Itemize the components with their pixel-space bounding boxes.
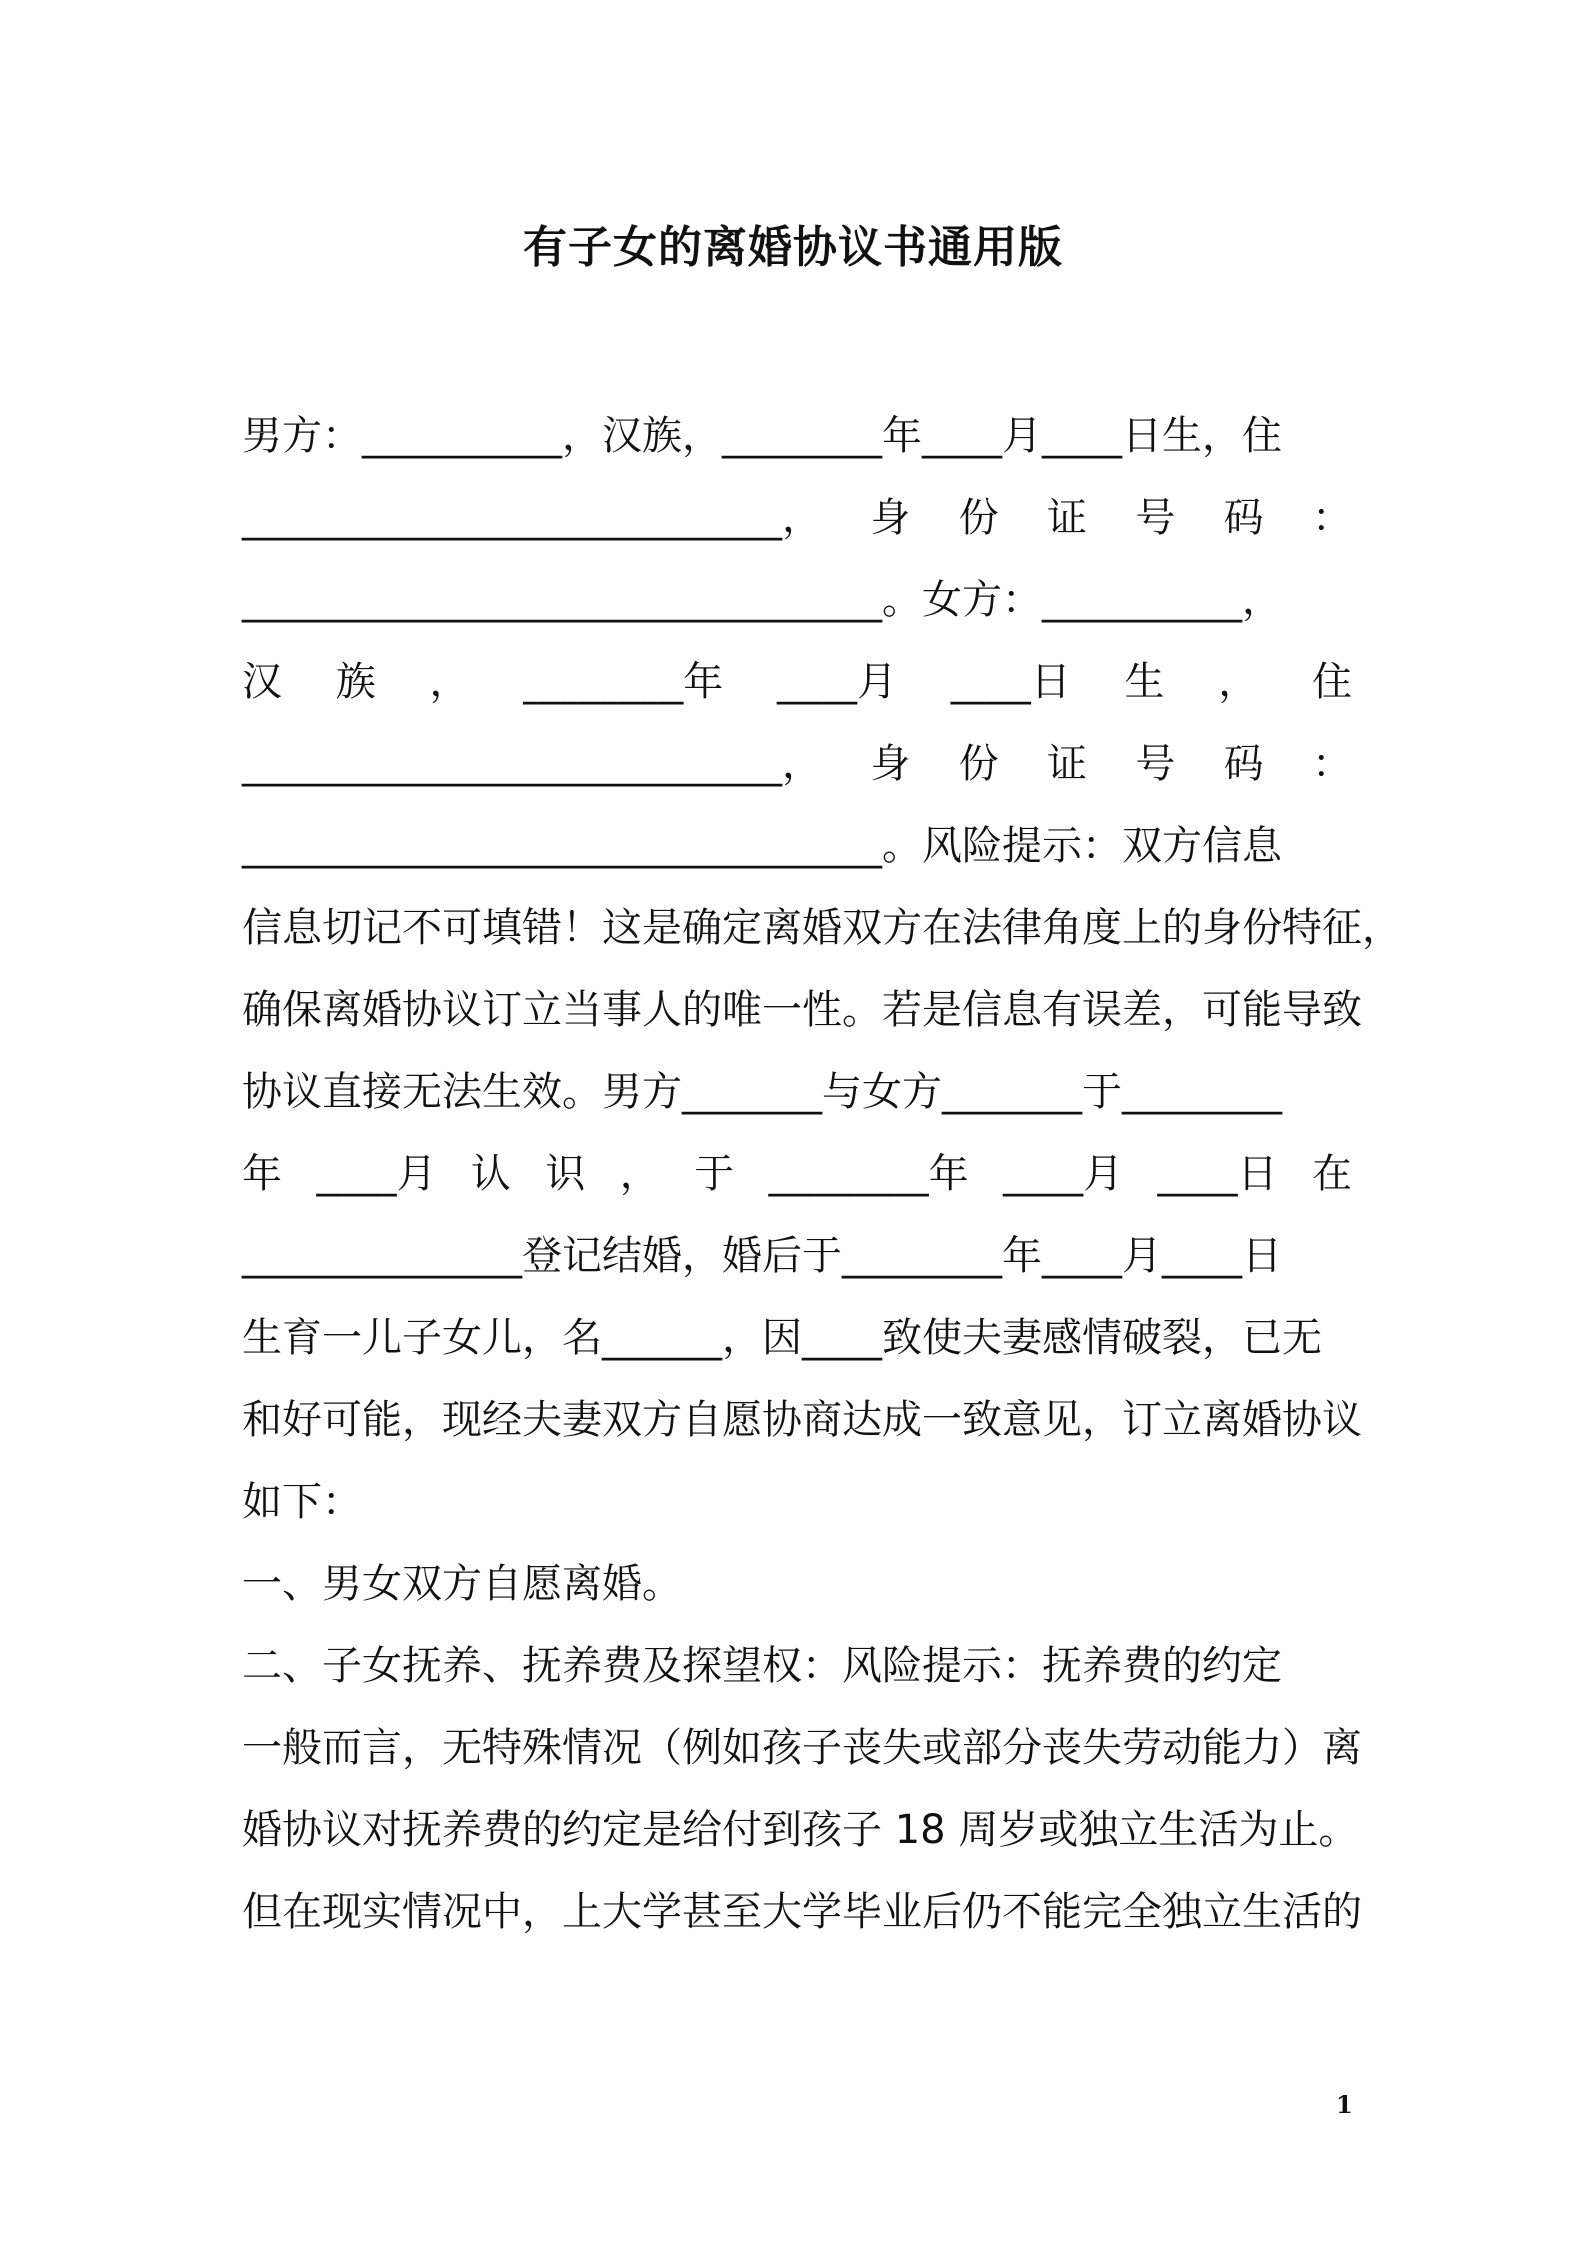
text-line: 男方：__________，汉族，________年____月____日生，住 [242,413,1282,459]
text-segment: ， [619,1151,660,1197]
text-segment: ： [1311,495,1352,541]
text-segment: 住 [1312,659,1352,705]
document-title: 有子女的离婚协议书通用版 [523,222,1063,273]
text-segment: 生 [1124,659,1165,705]
text-segment: 于 [694,1151,735,1197]
text-segment: ____月 [316,1151,437,1197]
text-line: 生育一儿子女儿，名______，因____致使夫妻感情破裂，已无 [242,1315,1322,1361]
text-segment: ________年 [523,659,724,705]
text-segment: ： [1311,741,1352,787]
text-segment: 年 [242,1151,282,1197]
text-segment: ____日 [1157,1151,1278,1197]
text-segment: 码 [1223,741,1264,787]
text-line: 但在现实情况中，上大学甚至大学毕业后仍不能完全独立生活的 [242,1889,1362,1935]
text-segment: 身 [870,495,911,541]
text-line: 婚协议对抚养费的约定是给付到孩子 18 周岁或独立生活为止。 [242,1807,1359,1853]
text-segment: ， [429,659,470,705]
text-segment: 证 [1046,741,1087,787]
text-segment: 身 [870,741,911,787]
text-line: 一般而言，无特殊情况（例如孩子丧失或部分丧失劳动能力）离 [242,1725,1362,1771]
text-line: 和好可能，现经夫妻双方自愿协商达成一致意见，订立离婚协议 [242,1397,1362,1443]
text-line [242,731,1352,813]
text-segment: 在 [1311,1151,1352,1197]
text-line [242,1141,1352,1223]
text-line: 协议直接无法生效。男方_______与女方_______于________ [242,1069,1282,1115]
document-body [242,403,1402,1961]
text-line: 信息切记不可填错！这是确定离婚双方在法律角度上的身份特征， [242,905,1402,951]
text-line: ________________________________。女方：__________， [242,577,1282,623]
text-segment: ____月 [1003,1151,1124,1197]
text-line: ________________________________。风险提示：双方信息 [242,823,1282,869]
text-line: 如下： [242,1479,362,1525]
text-line: 确保离婚协议订立当事人的唯一性。若是信息有误差，可能导致 [242,987,1362,1033]
text-line: 二、子女抚养、抚养费及探望权：风险提示：抚养费的约定 [242,1643,1282,1689]
text-segment: ____月 [777,659,897,705]
text-line [242,649,1352,731]
text-segment: ， [1218,659,1259,705]
text-segment: 汉 [242,659,282,705]
text-segment: 号 [1135,741,1176,787]
text-segment: 族 [335,659,376,705]
text-line: ______________登记结婚，婚后于________年____月____日 [242,1233,1282,1279]
text-segment: 号 [1135,495,1176,541]
text-segment: ________年 [768,1151,969,1197]
text-segment: 份 [958,495,999,541]
text-segment: 份 [958,741,999,787]
text-line: 一、男女双方自愿离婚。 [242,1561,682,1607]
text-segment: 证 [1046,495,1087,541]
text-segment: ___________________________， [242,495,822,541]
text-segment: 识 [545,1151,586,1197]
text-segment: ____日 [950,659,1071,705]
text-line [242,485,1352,567]
text-segment: ___________________________， [242,741,822,787]
page-number: 1 [1336,2090,1353,2119]
text-segment: 认 [470,1151,511,1197]
text-segment: 码 [1223,495,1264,541]
